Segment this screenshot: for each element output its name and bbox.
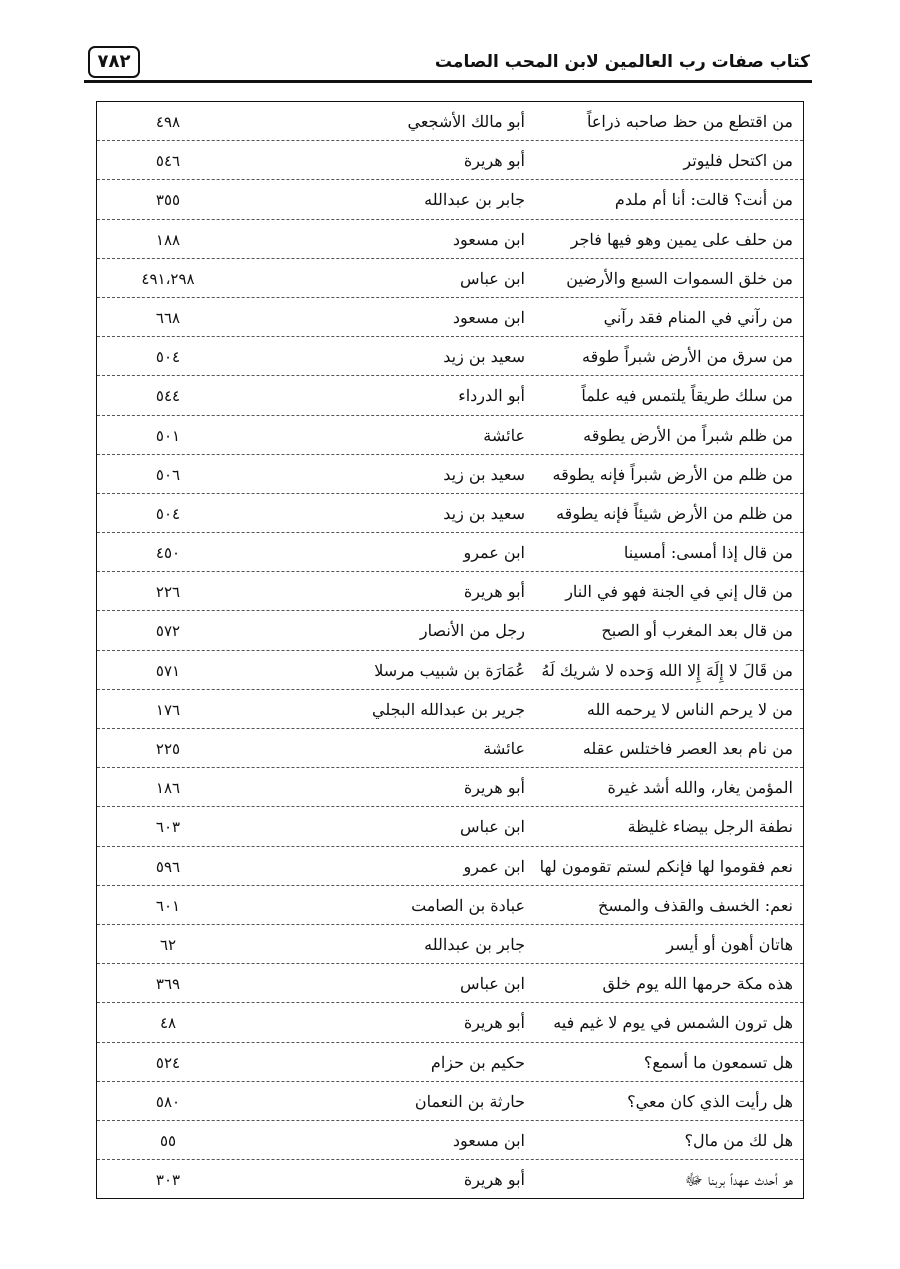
page-reference: ٦٠١ bbox=[155, 896, 181, 915]
table-row bbox=[97, 375, 803, 414]
page-reference: ٥٠٤ bbox=[155, 348, 181, 367]
narrator-name: أبو هريرة bbox=[463, 582, 525, 602]
page-reference: ٥٩٦ bbox=[155, 857, 181, 876]
page-reference: ٢٢٦ bbox=[155, 583, 181, 602]
narrator-name: عبادة بن الصامت bbox=[411, 895, 525, 915]
hadith-text: من رآني في المنام فقد رآني bbox=[603, 307, 793, 327]
hadith-text: من قال بعد المغرب أو الصبح bbox=[601, 621, 793, 641]
table-row bbox=[97, 493, 803, 532]
page-reference: ٥٢٤ bbox=[155, 1053, 181, 1072]
page-reference: ٣٠٣ bbox=[155, 1171, 181, 1190]
table-row bbox=[97, 179, 803, 218]
narrator-name: عُمَارَة بن شبيب مرسلا bbox=[374, 660, 525, 680]
narrator-name: ابن عمرو bbox=[463, 856, 525, 876]
narrator-name: جابر بن عبدالله bbox=[424, 934, 525, 954]
narrator-name: أبو هريرة bbox=[463, 1013, 525, 1033]
page-reference: ٦٠٣ bbox=[155, 818, 181, 837]
hadith-text: هذه مكة حرمها الله يوم خلق bbox=[602, 974, 793, 994]
narrator-name: أبو هريرة bbox=[463, 1170, 525, 1190]
hadith-text: المؤمن يغار، والله أشد غيرة bbox=[607, 778, 793, 798]
table-row bbox=[97, 885, 803, 924]
page-reference: ٥٨٠ bbox=[155, 1092, 181, 1111]
hadith-text: من اقتطع من حظ صاحبه ذراعاً bbox=[586, 112, 793, 131]
hadith-text: نعم فقوموا لها فإنكم لستم تقومون لها bbox=[539, 856, 793, 876]
table-row bbox=[97, 1159, 803, 1198]
page-reference: ٥٧٢ bbox=[155, 622, 181, 641]
table-row bbox=[97, 650, 803, 689]
page-reference: ٤٩٨ bbox=[155, 113, 181, 131]
hadith-text: من خلق السموات السبع والأرضين bbox=[566, 268, 793, 288]
hadith-text: من اكتحل فليوتر bbox=[683, 151, 793, 171]
header-divider bbox=[84, 80, 812, 83]
page-reference: ٥٧١ bbox=[155, 661, 181, 680]
hadith-text: هل لك من مال؟ bbox=[684, 1130, 793, 1150]
hadith-index-table bbox=[96, 101, 804, 1199]
hadith-text: من ظلم شبراً من الأرض يطوقه bbox=[583, 425, 793, 445]
hadith-text: من نام بعد العصر فاختلس عقله bbox=[582, 739, 793, 758]
page-reference: ٥٠١ bbox=[155, 426, 181, 445]
table-row bbox=[97, 532, 803, 571]
narrator-name: ابن عباس bbox=[460, 268, 525, 288]
narrator-name: جابر بن عبدالله bbox=[424, 190, 525, 210]
hadith-text: نعم: الخسف والقذف والمسخ bbox=[598, 895, 793, 915]
page-reference: ٥٥ bbox=[159, 1131, 177, 1150]
narrator-name: أبو هريرة bbox=[463, 151, 525, 171]
narrator-name: ابن مسعود bbox=[452, 307, 525, 327]
table-row bbox=[97, 924, 803, 963]
table-row bbox=[97, 297, 803, 336]
table-row bbox=[97, 846, 803, 885]
page-reference: ١٨٨ bbox=[155, 230, 181, 249]
page-reference: ٦٦٨ bbox=[155, 308, 181, 327]
narrator-name: عائشة bbox=[483, 739, 525, 758]
page-reference: ٤٥٠ bbox=[155, 544, 181, 563]
table-row bbox=[97, 102, 803, 140]
hadith-text: من ظلم من الأرض شيئاً فإنه يطوقه bbox=[556, 503, 793, 523]
hadith-text: من لا يرحم الناس لا يرحمه الله bbox=[586, 699, 793, 719]
page-reference: ٥٠٦ bbox=[155, 465, 181, 484]
page-reference: ١٨٦ bbox=[155, 779, 181, 798]
hadith-text: هو أحدث عهداً بربنا ﷻ bbox=[684, 1170, 793, 1190]
narrator-name: ابن مسعود bbox=[452, 1130, 525, 1150]
table-row bbox=[97, 1002, 803, 1041]
narrator-name: سعيد بن زيد bbox=[443, 464, 525, 484]
hadith-text: هل ترون الشمس في يوم لا غيم فيه bbox=[553, 1013, 793, 1033]
narrator-name: أبو مالك الأشجعي bbox=[407, 112, 525, 131]
table-row bbox=[97, 1042, 803, 1081]
narrator-name: ابن مسعود bbox=[452, 229, 525, 249]
narrator-name: عائشة bbox=[483, 425, 525, 445]
page-number: ٧٨٢ bbox=[88, 46, 140, 78]
table-row bbox=[97, 610, 803, 649]
table-row bbox=[97, 689, 803, 728]
narrator-name: حكيم بن حزام bbox=[430, 1052, 525, 1072]
narrator-name: ابن عباس bbox=[460, 974, 525, 994]
table-row bbox=[97, 767, 803, 806]
page-reference: ٢٢٥ bbox=[155, 740, 181, 758]
table-row bbox=[97, 258, 803, 297]
hadith-text: من أنت؟ قالت: أنا أم ملدم bbox=[614, 190, 793, 210]
page-reference: ٥٤٤ bbox=[155, 387, 181, 406]
table-row bbox=[97, 571, 803, 610]
table-row bbox=[97, 963, 803, 1002]
table-row bbox=[97, 806, 803, 845]
hadith-text: من ظلم من الأرض شبراً فإنه يطوقه bbox=[552, 464, 793, 484]
narrator-name: سعيد بن زيد bbox=[443, 347, 525, 367]
narrator-name: رجل من الأنصار bbox=[419, 621, 525, 641]
narrator-name: أبو الدرداء bbox=[458, 386, 525, 406]
table-row bbox=[97, 1120, 803, 1159]
page-reference: ٤٩١،٢٩٨ bbox=[141, 269, 195, 288]
hadith-text: من سرق من الأرض شبراً طوقه bbox=[582, 347, 793, 367]
table-row bbox=[97, 140, 803, 179]
page-reference: ٣٥٥ bbox=[155, 191, 181, 210]
narrator-name: ابن عباس bbox=[460, 817, 525, 837]
table-row bbox=[97, 336, 803, 375]
table-row bbox=[97, 415, 803, 454]
hadith-text: من سلك طريقاً يلتمس فيه علماً bbox=[581, 386, 793, 406]
hadith-text: من قال إذا أمسى: أمسينا bbox=[623, 543, 793, 563]
table-row bbox=[97, 728, 803, 767]
table-row bbox=[97, 1081, 803, 1120]
narrator-name: جرير بن عبدالله البجلي bbox=[372, 699, 525, 719]
hadith-text: هاتان أهون أو أيسر bbox=[666, 934, 793, 954]
page-reference: ٤٨ bbox=[159, 1014, 177, 1033]
hadith-text: من حلف على يمين وهو فيها فاجر bbox=[570, 229, 793, 249]
narrator-name: أبو هريرة bbox=[463, 778, 525, 798]
book-title: كتاب صفات رب العالمين لابن المحب الصامت bbox=[434, 52, 810, 72]
narrator-name: حارثة بن النعمان bbox=[414, 1091, 525, 1111]
page-reference: ٥٤٦ bbox=[155, 152, 181, 171]
narrator-name: سعيد بن زيد bbox=[443, 503, 525, 523]
page-reference: ٦٢ bbox=[159, 935, 177, 954]
page-reference: ٥٠٤ bbox=[155, 504, 181, 523]
table-row bbox=[97, 219, 803, 258]
hadith-text: نطفة الرجل بيضاء غليظة bbox=[627, 817, 793, 837]
hadith-text: هل تسمعون ما أسمع؟ bbox=[643, 1052, 793, 1072]
table-row bbox=[97, 454, 803, 493]
hadith-text: من قال إني في الجنة فهو في النار bbox=[565, 582, 793, 602]
hadith-text: من قَالَ لا إِلَهَ إِلا الله وَحده لا شريك لَهُ bbox=[541, 660, 793, 680]
narrator-name: ابن عمرو bbox=[463, 543, 525, 563]
hadith-text: هل رأيت الذي كان معي؟ bbox=[627, 1091, 793, 1111]
page-reference: ٣٦٩ bbox=[155, 975, 181, 994]
page-reference: ١٧٦ bbox=[155, 700, 181, 719]
